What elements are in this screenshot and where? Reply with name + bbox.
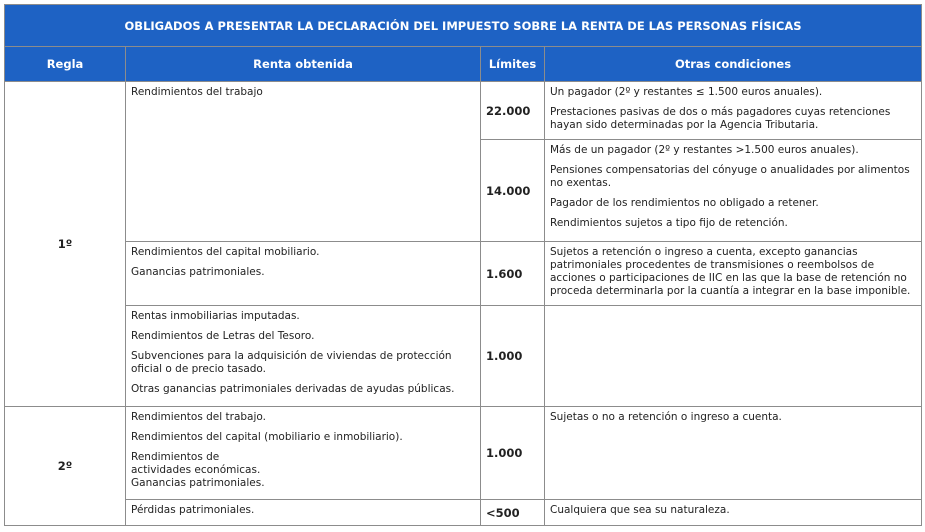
condition-text: Un pagador (2º y restantes ≤ 1.500 euros anuales).	[550, 86, 823, 98]
rule-1-work-conditions-a	[545, 82, 922, 140]
income-text: Rendimientos de actividades económicas.	[131, 451, 261, 476]
rule-2-limit-a: 1.000	[481, 407, 545, 500]
rule-1-work-limit-a: 22.000	[481, 82, 545, 140]
rule-1-label: 1º	[5, 82, 126, 407]
condition-text: Pensiones compensatorias del cónyuge o anualidades por alimentos no exentas.	[550, 164, 910, 189]
rule-2-conditions-a: Sujetas o no a retención o ingreso a cuenta.	[545, 407, 922, 500]
header-rule: Regla	[5, 47, 126, 82]
table-title: OBLIGADOS A PRESENTAR LA DECLARACIÓN DEL IMPUESTO SOBRE LA RENTA DE LAS PERSONAS FÍSICAS	[5, 5, 922, 47]
condition-text: Rendimientos sujetos a tipo fijo de retención.	[550, 217, 788, 229]
income-text: Rendimientos del capital mobiliario.	[131, 246, 320, 258]
rule-2-conditions-b: Cualquiera que sea su naturaleza.	[545, 500, 922, 526]
rule-2-income-a	[126, 407, 481, 500]
income-text: Subvenciones para la adquisición de viviendas de protección oficial o de precio tasado.	[131, 350, 452, 375]
income-text: Rendimientos de Letras del Tesoro.	[131, 330, 315, 342]
income-text: Rentas inmobiliarias imputadas.	[131, 310, 300, 322]
income-text: Rendimientos del capital (mobiliario e inmobiliario).	[131, 431, 403, 443]
rule-1-other-income	[126, 306, 481, 407]
rule-2-limit-b: <500	[481, 500, 545, 526]
header-income: Renta obtenida	[126, 47, 481, 82]
rule-1-other-limit: 1.000	[481, 306, 545, 407]
condition-text: Más de un pagador (2º y restantes >1.500 euros anuales).	[550, 144, 859, 156]
rule-1-other-conditions	[545, 306, 922, 407]
condition-text: Pagador de los rendimientos no obligado a retener.	[550, 197, 819, 209]
rule-2-income-b: Pérdidas patrimoniales.	[126, 500, 481, 526]
rule-1-capital-conditions: Sujetos a retención o ingreso a cuenta, excepto ganancias patrimoniales procedentes de transmisiones o reembolsos de acciones o participaciones de IIC en las que la base de retención no proceda determinarla por la cuantía a integrar en la base imponible.	[545, 242, 922, 306]
rule-1-work-income: Rendimientos del trabajo	[126, 82, 481, 242]
income-text: Rendimientos del trabajo.	[131, 411, 266, 423]
rule-1-work-limit-b: 14.000	[481, 140, 545, 242]
header-conditions: Otras condiciones	[545, 47, 922, 82]
obligations-table	[4, 4, 922, 526]
obligations-table-wrapper	[4, 4, 921, 526]
rule-1-capital-income	[126, 242, 481, 306]
income-text: Ganancias patrimoniales.	[131, 266, 265, 278]
rule-1-capital-limit: 1.600	[481, 242, 545, 306]
income-text: Ganancias patrimoniales.	[131, 477, 265, 489]
rule-2-label: 2º	[5, 407, 126, 526]
income-text: Otras ganancias patrimoniales derivadas de ayudas públicas.	[131, 383, 455, 395]
condition-text: Prestaciones pasivas de dos o más pagadores cuyas retenciones hayan sido determinadas por la Agencia Tributaria.	[550, 106, 891, 131]
header-limits: Límites	[481, 47, 545, 82]
rule-1-work-conditions-b	[545, 140, 922, 242]
